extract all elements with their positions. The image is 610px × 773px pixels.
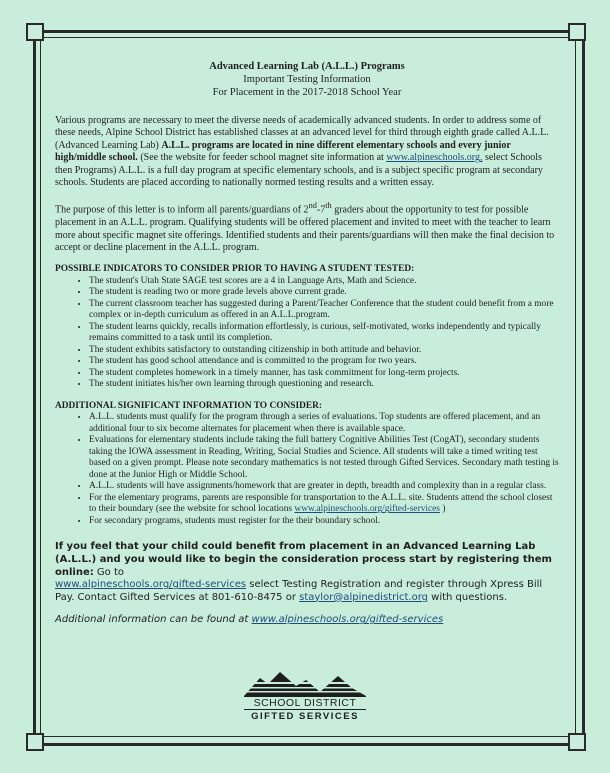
indicators-list <box>55 276 559 391</box>
intro-paragraph: Various programs are necessary to meet the diverse needs of academically advanced students. In order to address some of these needs, Alpine School District has established classes at an advanced level for third through eighth grade called A.L.L. (Advanced Learning Lab) A.L.L. programs are located in nine different elementary schools and every junior high/middle school. (See the website for feeder school magnet site information at www.alpineschools.org, select Schools then Programs) A.L.L. is a full day program at specific elementary schools, and is a subject specific program at secondary schools. Students are placed according to nationally normed testing results and a written essay. <box>55 115 549 189</box>
intro-emphasis: A.L.L. programs are located in nine different elementary schools and every junior high/middle school. <box>55 139 511 164</box>
mountain-logo-icon <box>240 670 370 698</box>
additional-info-list <box>55 412 559 527</box>
letter-body <box>55 60 559 625</box>
additional-info-heading: ADDITIONAL SIGNIFICANT INFORMATION TO CONSIDER: <box>55 400 323 411</box>
additional-info-section <box>55 401 559 528</box>
additional-info-note: Additional information can be found at www.alpineschools.org/gifted-services <box>55 614 444 626</box>
border-corner <box>568 733 586 751</box>
list-item: • A.L.L. students must qualify for the program through a series of evaluations. Top students are offered placement, and an additional four to six become alternates for placement when there is available space. <box>89 412 559 435</box>
letter-title: Advanced Learning Lab (A.L.L.) Programs <box>209 61 405 72</box>
border-corner <box>26 23 44 41</box>
website-link[interactable]: www.alpineschools.org, <box>386 152 483 164</box>
list-item: • The student initiates his/her own learning through questioning and research. <box>89 379 559 391</box>
list-item: • Evaluations for elementary students include taking the full battery Cognitive Abilities Test (CogAT), secondary students taking the IOWA assessment in Reading, Writing, Social Studies and Science. All students will take a timed writing test based on a given prompt. Please note secondary mathematics is not tested through Gifted Services. Secondary math testing is done at the Junior High or Middle School. <box>89 435 559 481</box>
list-item: • The current classroom teacher has suggested during a Parent/Teacher Conference that the student could benefit from a more complex or in-depth curriculum as offered in an A.L.L.program. <box>89 299 559 322</box>
list-item: • The student's Utah State SAGE test scores are a 4 in Language Arts, Math and Science. <box>89 276 559 288</box>
registration-callout: If you feel that your child could benefit from placement in an Advanced Learning Lab (A.L.L.) and you would like to begin the consideration process start by registering them online: Go to <box>55 541 552 578</box>
letter-header <box>55 60 559 99</box>
list-item: • For the elementary programs, parents are responsible for transportation to the A.L.L. site. Students attend the school closest to their boundary (see the website for school locations www.alpineschools.org/gifted-services ) <box>89 493 559 516</box>
border-corner <box>26 733 44 751</box>
list-item: • A.L.L. students will have assignments/homework that are greater in depth, breadth and complexity than in a regular class. <box>89 481 559 493</box>
list-item: • The student has good school attendance and is committed to the program for two years. <box>89 356 559 368</box>
logo-district-text: SCHOOL DISTRICT <box>244 696 366 710</box>
logo-department-text: GIFTED SERVICES <box>251 711 359 722</box>
list-item: • The student is reading two or more grade levels above current grade. <box>89 287 559 299</box>
border-corner <box>568 23 586 41</box>
registration-link[interactable]: www.alpineschools.org/gifted-services <box>55 579 247 591</box>
list-item: • For secondary programs, students must register for the their boundary school. <box>89 516 559 528</box>
email-link[interactable]: staylor@alpinedistrict.org <box>299 591 428 603</box>
list-item: • The student learns quickly, recalls information effortlessly, is curious, self-motivated, works independently and typically remains committed to a task until its completion. <box>89 322 559 345</box>
registration-instructions: www.alpineschools.org/gifted-services select Testing Registration and register through Xpress Bill Pay. Contact Gifted Services at 801-610-8475 or staylor@alpinedistrict.org with questions. <box>55 579 543 603</box>
purpose-paragraph: The purpose of this letter is to inform all parents/guardians of 2nd-7th graders about the opportunity to test for possible placement in an A.L.L. program. Qualifying students will be offered placement and invited to meet with the teacher to learn more about specific magnet site offerings. Identified students and their parents/guardians will then make the final decision to accept or decline placement in the A.L.L. program. <box>55 201 555 253</box>
letter-subtitle: Important Testing Information <box>243 74 371 85</box>
indicators-heading: POSSIBLE INDICATORS TO CONSIDER PRIOR TO HAVING A STUDENT TESTED: <box>55 264 415 275</box>
gifted-services-link[interactable]: www.alpineschools.org/gifted-services <box>294 504 440 515</box>
list-item: • The student exhibits satisfactory to outstanding citizenship in both attitude and behavior. <box>89 345 559 357</box>
list-item: • The student completes homework in a timely manner, has task commitment for long-term projects. <box>89 368 559 380</box>
letter-year-line: For Placement in the 2017-2018 School Year <box>212 87 402 98</box>
additional-info-link[interactable]: www.alpineschools.org/gifted-services <box>251 614 444 626</box>
indicators-section <box>55 264 559 391</box>
alpine-school-district-logo <box>240 670 370 722</box>
